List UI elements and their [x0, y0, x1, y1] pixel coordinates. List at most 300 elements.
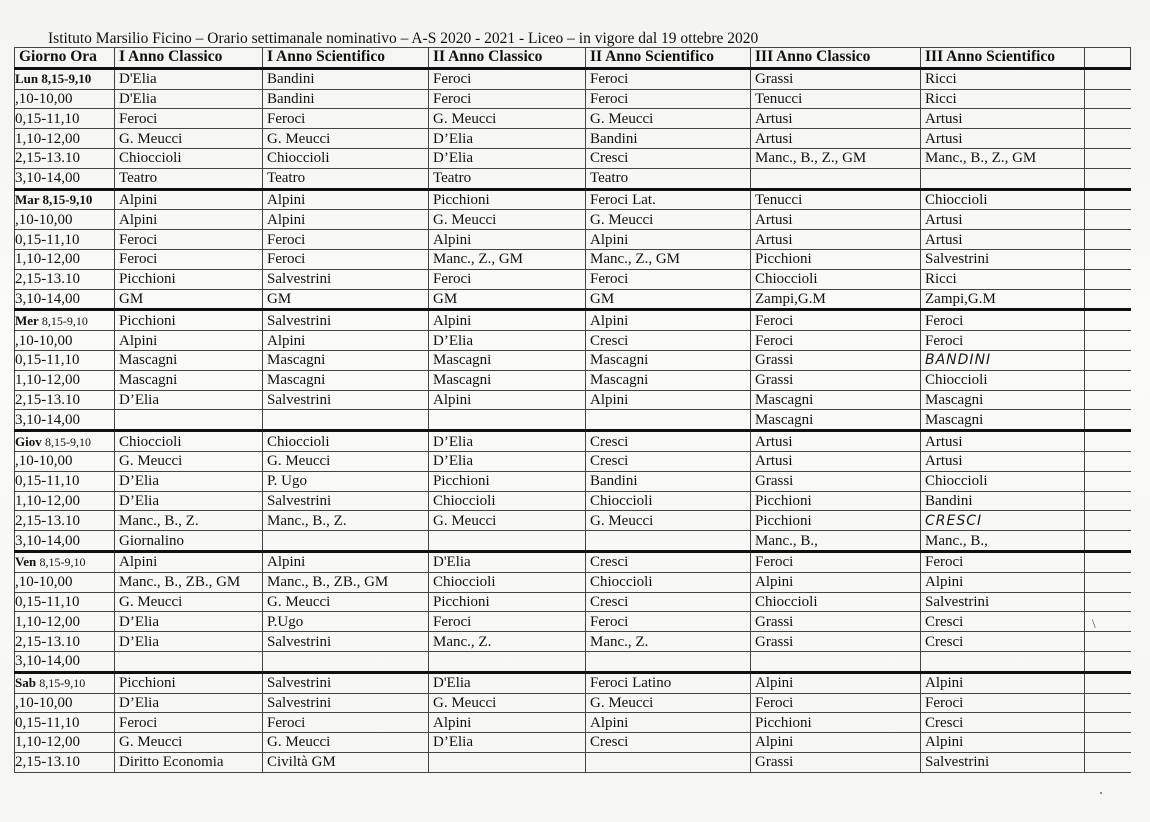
teacher-cell: Teatro	[586, 168, 751, 189]
teacher-cell: Grassi	[751, 68, 921, 89]
teacher-cell: Alpini	[115, 551, 263, 572]
teacher-cell: Feroci	[751, 310, 921, 331]
teacher-cell: Alpini	[921, 733, 1085, 753]
table-row	[15, 310, 1131, 331]
teacher-cell: Alpini	[751, 672, 921, 693]
table-row	[15, 129, 1131, 149]
teacher-cell: Civiltà GM	[263, 752, 429, 772]
teacher-cell	[1085, 210, 1131, 230]
teacher-cell: G. Meucci	[586, 511, 751, 531]
time-cell	[15, 310, 115, 331]
teacher-cell: Mascagni	[586, 350, 751, 370]
teacher-cell: Mascagni	[429, 350, 586, 370]
teacher-cell	[1085, 672, 1131, 693]
teacher-cell: Mascagni	[921, 410, 1085, 431]
teacher-cell	[263, 531, 429, 552]
teacher-cell	[1085, 370, 1131, 390]
teacher-cell: Feroci	[115, 230, 263, 250]
teacher-cell: Feroci	[115, 109, 263, 129]
teacher-cell	[1085, 713, 1131, 733]
teacher-cell: G. Meucci	[263, 451, 429, 471]
day-label: Giov	[15, 433, 42, 449]
time-cell: ,10-10,00	[15, 693, 115, 713]
teacher-cell	[1085, 230, 1131, 250]
time-cell: 3,10-14,00	[15, 651, 115, 672]
teacher-cell	[429, 651, 586, 672]
teacher-cell: Alpini	[586, 390, 751, 410]
teacher-cell: Cresci	[586, 451, 751, 471]
teacher-cell: Artusi	[921, 129, 1085, 149]
margin-mark: \	[1092, 616, 1096, 631]
teacher-cell: Alpini	[751, 572, 921, 592]
teacher-cell: G. Meucci	[115, 592, 263, 612]
teacher-cell	[1085, 410, 1131, 431]
table-row	[15, 89, 1131, 109]
teacher-cell: D'Elia	[429, 672, 586, 693]
table-row	[15, 168, 1131, 189]
teacher-cell	[1085, 390, 1131, 410]
teacher-cell: Chioccioli	[921, 471, 1085, 491]
teacher-cell: Alpini	[115, 189, 263, 210]
table-row	[15, 693, 1131, 713]
teacher-cell: Alpini	[115, 331, 263, 351]
table-row	[15, 551, 1131, 572]
teacher-cell: Chioccioli	[921, 370, 1085, 390]
teacher-cell: Teatro	[263, 168, 429, 189]
teacher-cell: Grassi	[751, 471, 921, 491]
time-cell: ,10-10,00	[15, 331, 115, 351]
teacher-cell: G. Meucci	[115, 733, 263, 753]
teacher-cell: Manc., B., Z., GM	[751, 148, 921, 168]
teacher-cell	[921, 651, 1085, 672]
teacher-cell: D’Elia	[429, 148, 586, 168]
teacher-cell	[1085, 310, 1131, 331]
teacher-cell: D’Elia	[429, 431, 586, 452]
teacher-cell: Cresci	[921, 612, 1085, 632]
teacher-cell	[1085, 148, 1131, 168]
teacher-cell: Cresci	[586, 733, 751, 753]
teacher-cell	[1085, 109, 1131, 129]
teacher-cell: Chioccioli	[115, 148, 263, 168]
time-cell: ,10-10,00	[15, 451, 115, 471]
table-row	[15, 572, 1131, 592]
teacher-cell: Feroci	[921, 331, 1085, 351]
time-cell: Mar 8,15-9,10	[15, 189, 115, 210]
teacher-cell: Ricci	[921, 89, 1085, 109]
teacher-cell: BANDINI	[921, 350, 1085, 370]
teacher-cell: Feroci	[921, 693, 1085, 713]
teacher-cell: Picchioni	[429, 592, 586, 612]
teacher-cell	[429, 752, 586, 772]
time-cell: 0,15-11,10	[15, 471, 115, 491]
time-cell: ,10-10,00	[15, 210, 115, 230]
teacher-cell: Manc., Z.	[429, 632, 586, 652]
time-cell: 0,15-11,10	[15, 109, 115, 129]
teacher-cell: Salvestrini	[263, 310, 429, 331]
teacher-cell: D’Elia	[115, 471, 263, 491]
time-cell: 1,10-12,00	[15, 612, 115, 632]
teacher-cell: Alpini	[263, 331, 429, 351]
teacher-cell: Mascagni	[429, 370, 586, 390]
teacher-cell	[1085, 431, 1131, 452]
time-cell: 1,10-12,00	[15, 249, 115, 269]
teacher-cell	[586, 410, 751, 431]
teacher-cell: Alpini	[263, 189, 429, 210]
teacher-cell	[1085, 129, 1131, 149]
teacher-cell: Cresci	[921, 713, 1085, 733]
day-label: Mer	[15, 312, 39, 328]
teacher-cell: Ricci	[921, 68, 1085, 89]
teacher-cell: Picchioni	[429, 189, 586, 210]
teacher-cell: Picchioni	[751, 491, 921, 511]
teacher-cell: Salvestrini	[263, 390, 429, 410]
teacher-cell: Alpini	[586, 230, 751, 250]
time-cell: 3,10-14,00	[15, 289, 115, 310]
teacher-cell: G. Meucci	[586, 109, 751, 129]
teacher-cell: Picchioni	[751, 249, 921, 269]
time-cell: Lun 8,15-9,10	[15, 68, 115, 89]
teacher-cell: Salvestrini	[263, 269, 429, 289]
teacher-cell: Feroci	[115, 713, 263, 733]
teacher-cell	[1085, 269, 1131, 289]
teacher-cell	[1085, 693, 1131, 713]
teacher-cell: Alpini	[429, 390, 586, 410]
table-row	[15, 410, 1131, 431]
teacher-cell: D’Elia	[429, 331, 586, 351]
teacher-cell: Teatro	[115, 168, 263, 189]
time-cell: 1,10-12,00	[15, 733, 115, 753]
teacher-cell: Feroci	[263, 230, 429, 250]
column-header-ii-classico: II Anno Classico	[429, 48, 586, 69]
scan-speck	[1100, 792, 1102, 794]
teacher-cell: Chioccioli	[429, 491, 586, 511]
teacher-cell: Diritto Economia	[115, 752, 263, 772]
teacher-cell: Feroci	[429, 89, 586, 109]
time-cell: 3,10-14,00	[15, 410, 115, 431]
teacher-cell: Chioccioli	[429, 572, 586, 592]
time-cell: 0,15-11,10	[15, 592, 115, 612]
time-cell: 2,15-13.10	[15, 269, 115, 289]
teacher-cell: Alpini	[263, 210, 429, 230]
teacher-cell: Giornalino	[115, 531, 263, 552]
teacher-cell: Artusi	[751, 210, 921, 230]
teacher-cell: Alpini	[586, 310, 751, 331]
table-row	[15, 68, 1131, 89]
teacher-cell	[1085, 451, 1131, 471]
teacher-cell: Salvestrini	[921, 592, 1085, 612]
table-row	[15, 471, 1131, 491]
teacher-cell: Chioccioli	[586, 572, 751, 592]
teacher-cell	[1085, 249, 1131, 269]
teacher-cell	[1085, 592, 1131, 612]
day-label: Sab	[15, 675, 36, 691]
teacher-cell: Artusi	[751, 431, 921, 452]
teacher-cell: Mascagni	[921, 390, 1085, 410]
timetable-body	[15, 68, 1131, 772]
document-header: Istituto Marsilio Ficino – Orario settimanale nominativo – A-S 2020 - 2021 - Liceo – in vigore dal 19 ottebre 2020	[48, 30, 759, 47]
teacher-cell: Zampi,G.M	[921, 289, 1085, 310]
teacher-cell: Alpini	[115, 210, 263, 230]
teacher-cell: Feroci	[263, 249, 429, 269]
teacher-cell: Feroci	[263, 109, 429, 129]
teacher-cell: Picchioni	[115, 310, 263, 331]
teacher-cell: Mascagni	[751, 390, 921, 410]
table-row	[15, 511, 1131, 531]
teacher-cell: Picchioni	[115, 269, 263, 289]
day-label: Ven	[15, 554, 37, 570]
teacher-cell: Artusi	[751, 109, 921, 129]
table-row	[15, 331, 1131, 351]
table-row	[15, 672, 1131, 693]
teacher-cell	[751, 168, 921, 189]
teacher-cell: Bandini	[921, 491, 1085, 511]
teacher-cell: Grassi	[751, 632, 921, 652]
hour-label: 8,15-9,10	[39, 555, 86, 570]
teacher-cell: Artusi	[921, 431, 1085, 452]
teacher-cell	[1085, 651, 1131, 672]
teacher-cell: Artusi	[921, 210, 1085, 230]
teacher-cell: Salvestrini	[263, 491, 429, 511]
teacher-cell	[1085, 68, 1131, 89]
teacher-cell: D’Elia	[115, 491, 263, 511]
teacher-cell	[429, 531, 586, 552]
time-cell: 0,15-11,10	[15, 230, 115, 250]
teacher-cell	[1085, 471, 1131, 491]
teacher-cell: D'Elia	[429, 551, 586, 572]
teacher-cell: G. Meucci	[263, 733, 429, 753]
teacher-cell: Chioccioli	[921, 189, 1085, 210]
teacher-cell	[1085, 331, 1131, 351]
teacher-cell: Grassi	[751, 752, 921, 772]
teacher-cell: GM	[263, 289, 429, 310]
teacher-cell: Cresci	[586, 148, 751, 168]
teacher-cell	[1085, 752, 1131, 772]
time-cell: 0,15-11,10	[15, 350, 115, 370]
teacher-cell: Bandini	[263, 68, 429, 89]
teacher-cell: CRESCI	[921, 511, 1085, 531]
column-header-i-classico: I Anno Classico	[115, 48, 263, 69]
teacher-cell: D’Elia	[115, 632, 263, 652]
teacher-cell	[921, 168, 1085, 189]
teacher-cell: GM	[115, 289, 263, 310]
teacher-cell: Alpini	[429, 230, 586, 250]
teacher-cell	[586, 651, 751, 672]
teacher-cell	[586, 752, 751, 772]
teacher-cell: Feroci	[921, 310, 1085, 331]
table-row	[15, 713, 1131, 733]
teacher-cell: Feroci	[751, 693, 921, 713]
table-row	[15, 289, 1131, 310]
teacher-cell: Alpini	[263, 551, 429, 572]
teacher-cell: Cresci	[586, 331, 751, 351]
teacher-cell: Feroci Lat.	[586, 189, 751, 210]
teacher-cell: Feroci	[751, 331, 921, 351]
teacher-cell	[1085, 491, 1131, 511]
teacher-cell: Salvestrini	[263, 693, 429, 713]
teacher-cell: Salvestrini	[263, 632, 429, 652]
teacher-cell: Manc., B., Z., GM	[921, 148, 1085, 168]
teacher-cell	[1085, 89, 1131, 109]
teacher-cell: D’Elia	[429, 733, 586, 753]
teacher-cell: Alpini	[921, 572, 1085, 592]
teacher-cell	[1085, 289, 1131, 310]
time-cell: 1,10-12,00	[15, 491, 115, 511]
teacher-cell: Mascagni	[115, 350, 263, 370]
time-cell: 3,10-14,00	[15, 168, 115, 189]
teacher-cell: Manc., Z.	[586, 632, 751, 652]
teacher-cell: Bandini	[586, 471, 751, 491]
teacher-cell: Feroci	[115, 249, 263, 269]
time-cell: 2,15-13.10	[15, 511, 115, 531]
teacher-cell	[586, 531, 751, 552]
column-header-extra	[1085, 48, 1131, 69]
timetable	[14, 47, 1131, 773]
teacher-cell	[429, 410, 586, 431]
teacher-cell: Picchioni	[751, 511, 921, 531]
teacher-cell: P.Ugo	[263, 612, 429, 632]
teacher-cell: Mascagni	[751, 410, 921, 431]
teacher-cell: Ricci	[921, 269, 1085, 289]
teacher-cell: Manc., B., ZB., GM	[115, 572, 263, 592]
teacher-cell: Mascagni	[586, 370, 751, 390]
teacher-cell: Teatro	[429, 168, 586, 189]
teacher-cell: GM	[586, 289, 751, 310]
teacher-cell: Feroci	[263, 713, 429, 733]
teacher-cell	[1085, 168, 1131, 189]
teacher-cell: Alpini	[586, 713, 751, 733]
time-cell: 3,10-14,00	[15, 531, 115, 552]
table-row	[15, 612, 1131, 632]
teacher-cell	[1085, 572, 1131, 592]
table-row	[15, 491, 1131, 511]
teacher-cell: Bandini	[586, 129, 751, 149]
teacher-cell: Salvestrini	[921, 249, 1085, 269]
teacher-cell: G. Meucci	[586, 693, 751, 713]
teacher-cell: Artusi	[751, 230, 921, 250]
teacher-cell: Manc., B., Z.	[263, 511, 429, 531]
teacher-cell	[1085, 551, 1131, 572]
column-header-i-scientifico: I Anno Scientifico	[263, 48, 429, 69]
teacher-cell: Cresci	[921, 632, 1085, 652]
teacher-cell: Chioccioli	[115, 431, 263, 452]
teacher-cell: Manc., B., ZB., GM	[263, 572, 429, 592]
teacher-cell: Feroci	[586, 68, 751, 89]
time-cell: 2,15-13.10	[15, 148, 115, 168]
time-cell: 1,10-12,00	[15, 129, 115, 149]
table-row	[15, 249, 1131, 269]
teacher-cell: Grassi	[751, 612, 921, 632]
teacher-cell: D’Elia	[429, 451, 586, 471]
teacher-cell: Grassi	[751, 370, 921, 390]
time-cell: 0,15-11,10	[15, 713, 115, 733]
teacher-cell	[263, 651, 429, 672]
teacher-cell	[751, 651, 921, 672]
teacher-cell: Picchioni	[751, 713, 921, 733]
teacher-cell: Chioccioli	[263, 431, 429, 452]
table-row	[15, 632, 1131, 652]
teacher-cell: Manc., B.,	[751, 531, 921, 552]
table-row	[15, 148, 1131, 168]
column-header-day-hour: Giorno Ora	[15, 48, 115, 69]
teacher-cell: Tenucci	[751, 89, 921, 109]
table-row	[15, 109, 1131, 129]
time-cell	[15, 551, 115, 572]
teacher-cell	[1085, 511, 1131, 531]
time-cell: 2,15-13.10	[15, 632, 115, 652]
table-row	[15, 531, 1131, 552]
table-row	[15, 752, 1131, 772]
teacher-cell: D’Elia	[115, 612, 263, 632]
teacher-cell: Chioccioli	[586, 491, 751, 511]
column-header-ii-scientifico: II Anno Scientifico	[586, 48, 751, 69]
teacher-cell: Artusi	[751, 451, 921, 471]
table-row	[15, 451, 1131, 471]
teacher-cell: Mascagni	[263, 350, 429, 370]
teacher-cell: G. Meucci	[263, 592, 429, 612]
teacher-cell: Chioccioli	[751, 592, 921, 612]
teacher-cell: Manc., Z., GM	[586, 249, 751, 269]
teacher-cell: Alpini	[429, 713, 586, 733]
teacher-cell: Feroci	[751, 551, 921, 572]
teacher-cell: Cresci	[586, 551, 751, 572]
teacher-cell: P. Ugo	[263, 471, 429, 491]
teacher-cell: Bandini	[263, 89, 429, 109]
teacher-cell	[115, 651, 263, 672]
teacher-cell: Tenucci	[751, 189, 921, 210]
teacher-cell: Salvestrini	[921, 752, 1085, 772]
table-row	[15, 390, 1131, 410]
teacher-cell: D’Elia	[429, 129, 586, 149]
teacher-cell: Alpini	[751, 733, 921, 753]
time-cell	[15, 672, 115, 693]
teacher-cell: Chioccioli	[263, 148, 429, 168]
time-cell: 2,15-13.10	[15, 752, 115, 772]
table-row	[15, 269, 1131, 289]
teacher-cell: D’Elia	[115, 390, 263, 410]
teacher-cell	[1085, 632, 1131, 652]
teacher-cell: Feroci	[429, 612, 586, 632]
time-cell: 1,10-12,00	[15, 370, 115, 390]
table-row	[15, 733, 1131, 753]
time-cell: ,10-10,00	[15, 572, 115, 592]
table-row	[15, 230, 1131, 250]
table-row	[15, 189, 1131, 210]
teacher-cell: Alpini	[429, 310, 586, 331]
teacher-cell: Artusi	[751, 129, 921, 149]
teacher-cell: Chioccioli	[751, 269, 921, 289]
teacher-cell: GM	[429, 289, 586, 310]
teacher-cell: Cresci	[586, 431, 751, 452]
teacher-cell	[1085, 189, 1131, 210]
teacher-cell: Artusi	[921, 451, 1085, 471]
table-row	[15, 370, 1131, 390]
teacher-cell: G. Meucci	[263, 129, 429, 149]
table-row	[15, 651, 1131, 672]
timetable-header-row	[15, 48, 1131, 69]
table-row	[15, 592, 1131, 612]
table-row	[15, 350, 1131, 370]
teacher-cell	[1085, 531, 1131, 552]
teacher-cell: Zampi,G.M	[751, 289, 921, 310]
table-row	[15, 431, 1131, 452]
teacher-cell: Artusi	[921, 230, 1085, 250]
teacher-cell: Manc., B.,	[921, 531, 1085, 552]
teacher-cell: G. Meucci	[429, 511, 586, 531]
teacher-cell: Feroci	[921, 551, 1085, 572]
teacher-cell	[1085, 733, 1131, 753]
hour-label: 8,15-9,10	[39, 676, 86, 691]
teacher-cell: Artusi	[921, 109, 1085, 129]
